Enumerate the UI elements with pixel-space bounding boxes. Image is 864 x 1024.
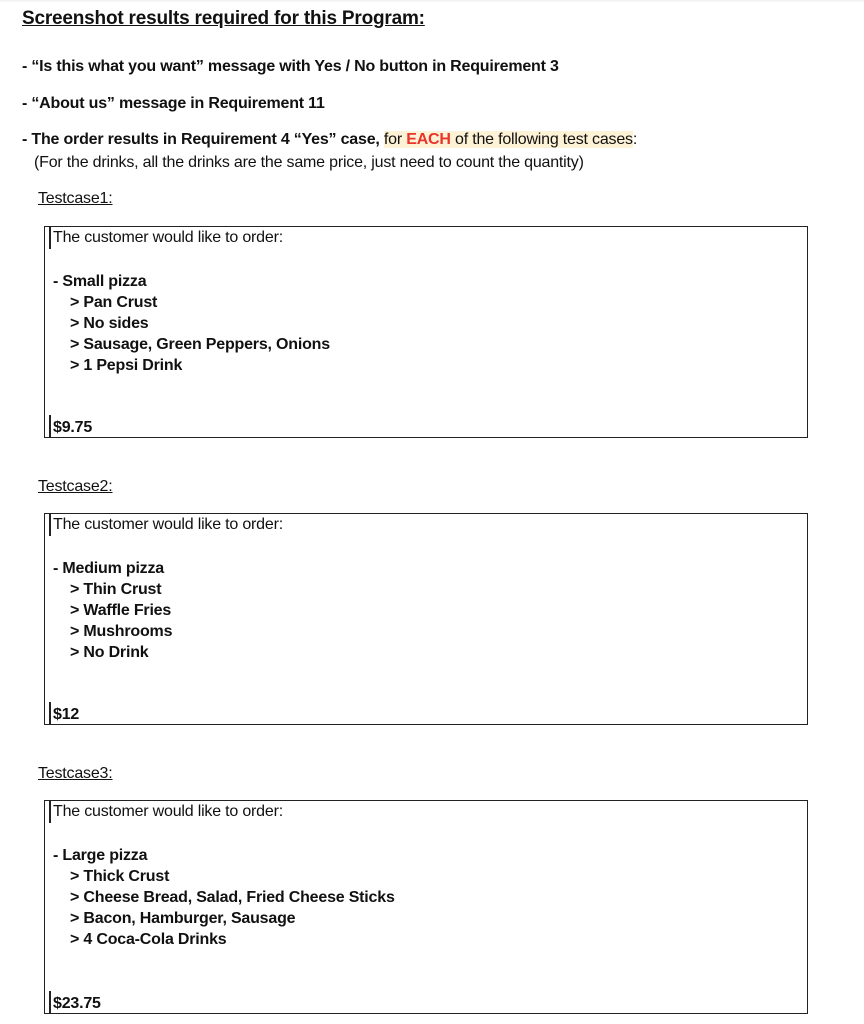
- testcase1-item: > Pan Crust: [70, 294, 158, 311]
- testcase1-item: > 1 Pepsi Drink: [70, 357, 183, 374]
- testcase2-order-lines: [53, 558, 172, 663]
- box-left-rule: [49, 991, 51, 1013]
- box-left-rule: [49, 702, 51, 724]
- bullet-colon: :: [632, 131, 638, 148]
- testcase2-label: Testcase2:: [38, 478, 113, 495]
- requirement-bullet-yes-no: - “Is this what you want” message with Yes / No button in Requirement 3: [22, 58, 559, 75]
- emphasis-each: EACH: [406, 131, 451, 148]
- testcase1-price: $9.75: [53, 419, 93, 436]
- testcase3-pizza: - Large pizza: [53, 847, 148, 864]
- page-heading: Screenshot results required for this Program:: [22, 8, 425, 29]
- testcase1-order-lines: [53, 271, 330, 376]
- testcase1-box: [44, 226, 808, 438]
- testcase3-item: > Thick Crust: [70, 868, 170, 885]
- testcase2-item: > Thin Crust: [70, 581, 162, 598]
- box-left-rule: [49, 415, 51, 437]
- bullet-text-bold: - The order results in Requirement 4 “Yes” case,: [22, 131, 384, 148]
- testcase1-item: > No sides: [70, 315, 149, 332]
- requirement-bullet-about-us: - “About us” message in Requirement 11: [22, 95, 325, 112]
- testcase2-item: > Mushrooms: [70, 623, 173, 640]
- drinks-note: (For the drinks, all the drinks are the same price, just need to count the quantity): [34, 154, 584, 171]
- testcase2-pizza: - Medium pizza: [53, 560, 164, 577]
- testcase3-box: [44, 800, 808, 1014]
- testcase3-label: Testcase3:: [38, 765, 113, 782]
- testcase3-order-lines: [53, 845, 395, 950]
- testcase2-price: $12: [53, 706, 80, 723]
- highlight-suffix: of the following test cases: [450, 131, 633, 148]
- testcase3-price: $23.75: [53, 995, 101, 1012]
- testcase2-item: > No Drink: [70, 644, 149, 661]
- testcase2-item: > Waffle Fries: [70, 602, 172, 619]
- testcase2-box: [44, 513, 808, 725]
- testcase1-label: Testcase1:: [38, 190, 113, 207]
- testcase3-intro: The customer would like to order:: [53, 803, 283, 820]
- highlight-prefix: for: [383, 131, 407, 148]
- testcase3-item: > Bacon, Hamburger, Sausage: [70, 910, 296, 927]
- testcase2-intro: The customer would like to order:: [53, 516, 283, 533]
- highlighted-text: [384, 131, 633, 148]
- box-left-rule: [49, 227, 51, 249]
- testcase1-item: > Sausage, Green Peppers, Onions: [70, 336, 330, 353]
- testcase3-item: > Cheese Bread, Salad, Fried Cheese Sticks: [70, 889, 395, 906]
- testcase1-intro: The customer would like to order:: [53, 229, 283, 246]
- box-left-rule: [49, 801, 51, 823]
- testcase3-item: > 4 Coca-Cola Drinks: [70, 931, 227, 948]
- box-left-rule: [49, 514, 51, 536]
- requirement-bullet-order-results: [22, 131, 637, 149]
- testcase1-pizza: - Small pizza: [53, 273, 147, 290]
